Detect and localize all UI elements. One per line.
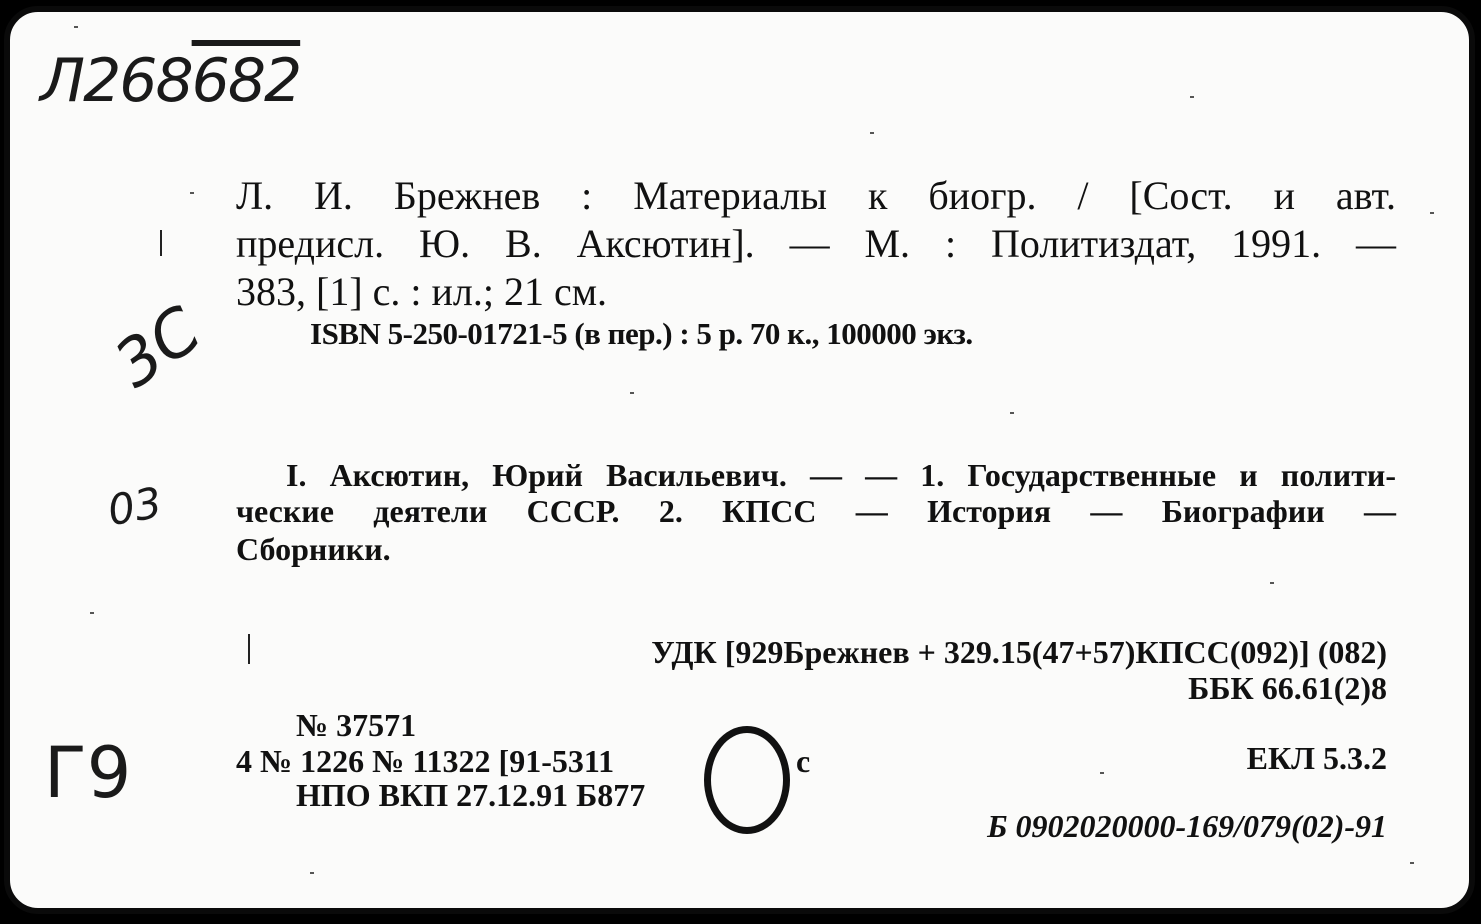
inventory-number: Л268682 — [40, 46, 301, 116]
bib-line-2: предисл. Ю. В. Аксютин]. — М. : Политиздат, 1991. — — [236, 221, 1396, 266]
handwritten-mark-3c: 3С — [102, 293, 215, 403]
oval-stamp — [704, 726, 790, 834]
speck — [190, 192, 194, 194]
tracing-line-3: Сборники. — [236, 531, 391, 567]
speck — [310, 872, 314, 874]
udk-code: УДК [929Брежнев + 329.15(47+57)КПСС(092)] (082) — [651, 634, 1387, 670]
printer-info: НПО ВКП 27.12.91 Б877 — [296, 777, 646, 813]
speck — [630, 392, 634, 394]
speck — [90, 612, 94, 614]
catalog-card — [4, 6, 1475, 914]
speck — [1270, 582, 1274, 584]
speck — [1190, 96, 1194, 98]
speck — [1410, 862, 1414, 864]
bib-line-3: 383, [1] с. : ил.; 21 см. — [236, 269, 608, 314]
ekl-code: ЕКЛ 5.3.2 — [1246, 740, 1387, 776]
tracing-line-2: ческие деятели СССР. 2. КПСС — История — Биографии — — [236, 493, 1396, 529]
bib-line-1: Л. И. Брежнев : Материалы к биогр. / [Сост. и авт. — [236, 173, 1396, 218]
speck — [1430, 212, 1434, 214]
print-numbers: 4 № 1226 № 11322 [91-5311 — [236, 743, 615, 779]
bbk-code: ББК 66.61(2)8 — [1188, 670, 1387, 706]
tracing-line-1: I. Аксютин, Юрий Васильевич. — — 1. Государственные и полити- — [286, 457, 1396, 493]
pencil-tick — [160, 230, 162, 256]
order-number: № 37571 — [296, 707, 417, 743]
speck — [1010, 412, 1014, 414]
speck — [74, 26, 78, 28]
handwritten-mark-g9: Г9 — [44, 732, 132, 814]
print-numbers-suffix: с — [796, 743, 811, 779]
handwritten-mark-03: 03 — [104, 477, 166, 536]
publisher-code: Б 0902020000-169/079(02)-91 — [987, 808, 1387, 844]
isbn-line: ISBN 5-250-01721-5 (в пер.) : 5 р. 70 к., 100000 экз. — [310, 316, 973, 351]
speck — [1100, 772, 1104, 774]
pencil-tick — [248, 634, 250, 664]
speck — [870, 132, 874, 134]
